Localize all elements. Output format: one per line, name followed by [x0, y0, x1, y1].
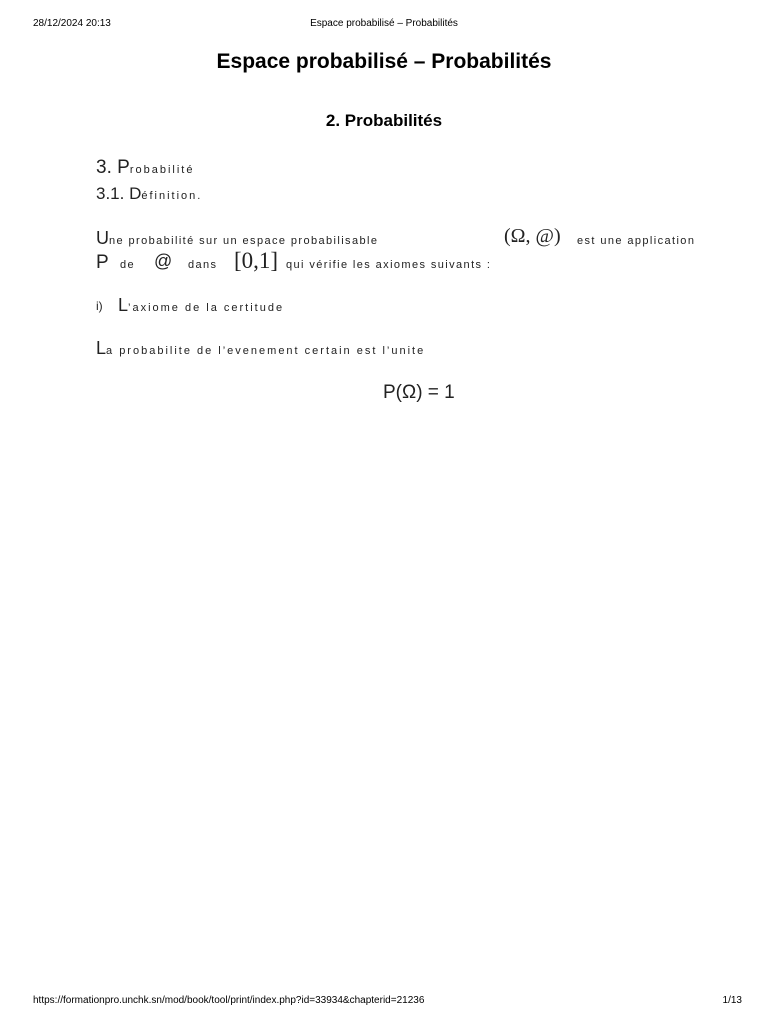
definition-line-2-end: qui vérifie les axiomes suivants :: [286, 259, 492, 271]
definition-math-interval: [0,1]: [234, 248, 279, 273]
definition-math-omega: (Ω, @): [504, 225, 561, 247]
definition-line-2-de: de: [120, 259, 136, 271]
subsection-heading: 3.1. Définition.: [96, 184, 203, 203]
book-title: Espace probabilisé – Probabilités: [216, 50, 552, 73]
definition-line-1-end: est une application: [577, 235, 696, 247]
scanned-definition-image: [96, 150, 736, 420]
definition-line-2-dans: dans: [188, 259, 218, 271]
certainty-statement: La probabilite de l’evenement certain est l’unite: [96, 338, 426, 358]
probability-formula: P(Ω) = 1: [383, 382, 455, 403]
chapter-title: 2. Probabilités: [325, 111, 443, 130]
print-page-number: 1/13: [722, 995, 742, 1006]
print-url: https://formationpro.unchk.sn/mod/book/tool/print/index.php?id=33934&chapterid=21236: [33, 995, 425, 1006]
axiom-heading: i): [96, 299, 103, 313]
section-heading: 3. Probabilité: [96, 157, 195, 178]
definition-line-2: P: [96, 252, 109, 273]
print-datetime: 28/12/2024 20:13: [33, 18, 111, 29]
definition-math-at: @: [154, 251, 173, 271]
definition-line-1: Une probabilité sur un espace probabilisable: [96, 228, 379, 248]
axiom-heading-text: L’axiome de la certitude: [118, 295, 285, 315]
print-page-title: Espace probabilisé – Probabilités: [310, 18, 458, 29]
